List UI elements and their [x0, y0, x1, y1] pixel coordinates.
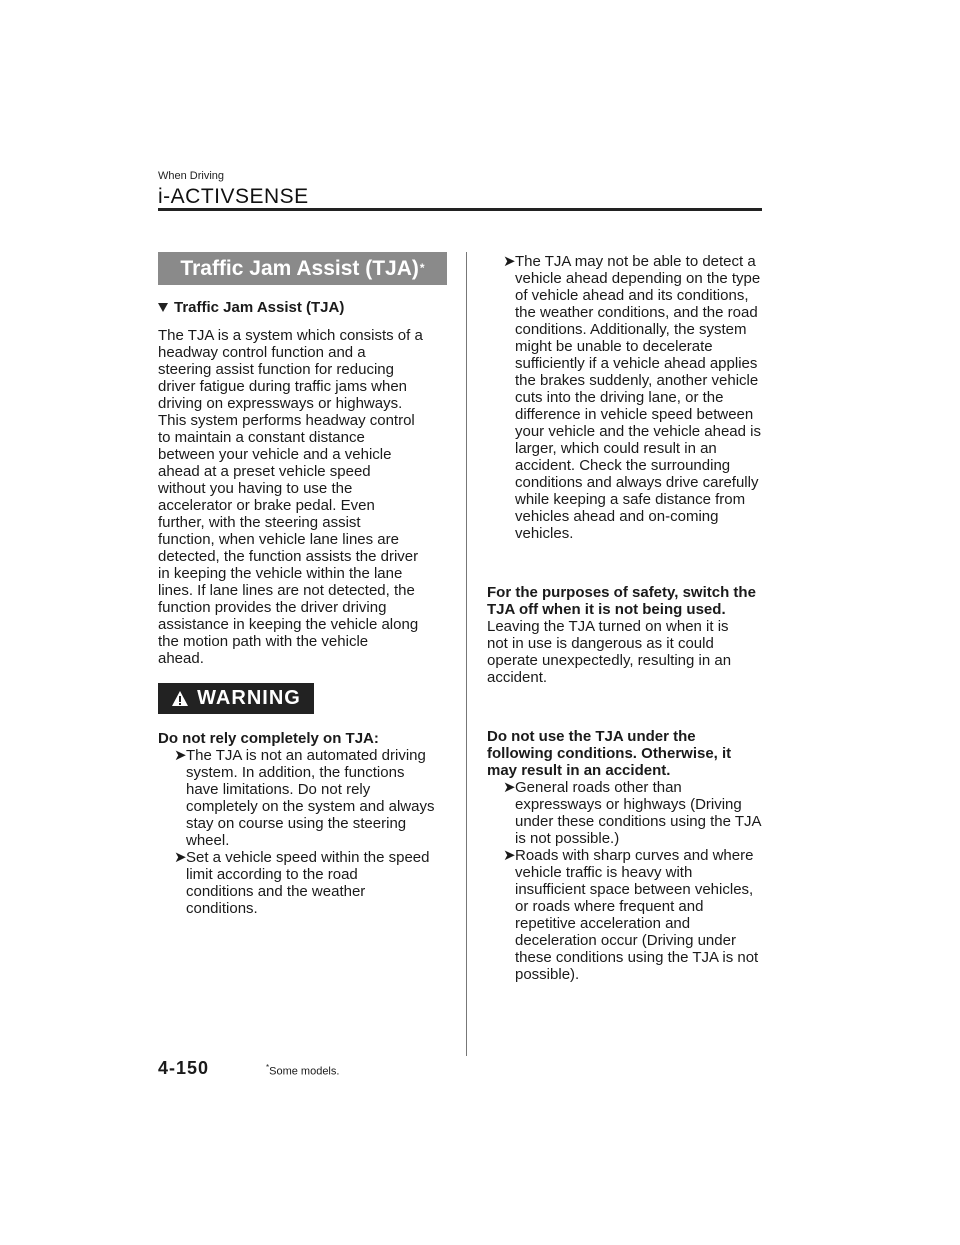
list-item-line: Roads with sharp curves and where	[515, 847, 754, 864]
list-item-line: vehicle traffic is heavy with	[515, 864, 693, 881]
right-column	[487, 253, 767, 983]
list-item-line: the brakes suddenly, another vehicle	[515, 372, 759, 389]
safety-text-line: Leaving the TJA turned on when it is	[487, 618, 729, 635]
list-item-line: wheel.	[186, 832, 230, 849]
safety-text	[487, 618, 767, 686]
safety-text-line: accident.	[487, 669, 548, 686]
header-rule	[158, 208, 762, 211]
list-item-line: or roads where frequent and	[515, 898, 704, 915]
section-title: Traffic Jam Assist (TJA)	[180, 257, 419, 280]
list-item-line: insufficient space between vehicles,	[515, 881, 754, 898]
list-item-line: sufficiently if a vehicle ahead applies	[515, 355, 758, 372]
warning-triangle-icon	[171, 690, 189, 707]
intro-line: steering assist function for reducing	[158, 361, 394, 378]
section-title-bar	[158, 252, 447, 285]
conditions-heading	[487, 728, 767, 779]
sub-heading-text: Traffic Jam Assist (TJA)	[174, 299, 345, 316]
intro-line: assistance in keeping the vehicle along	[158, 616, 419, 633]
left-column	[158, 252, 448, 917]
intro-line: function, when vehicle lane lines are	[158, 531, 399, 548]
list-item-line: conditions.	[186, 900, 258, 917]
conditions-heading-line: may result in an accident.	[487, 762, 671, 779]
footnote-marker: *	[266, 1063, 270, 1072]
intro-line: ahead.	[158, 650, 204, 667]
list-item-line: of vehicle ahead and its conditions,	[515, 287, 749, 304]
some-models-marker: *	[419, 261, 425, 275]
arrowhead-icon: ➤	[174, 849, 187, 866]
list-item-line: expressways or highways (Driving	[515, 796, 742, 813]
list-item	[158, 849, 448, 917]
list-item-line: system. In addition, the functions	[186, 764, 405, 781]
intro-line: detected, the function assists the driver	[158, 548, 419, 565]
list-item-line: accident. Check the surrounding	[515, 457, 731, 474]
sub-heading	[158, 299, 448, 316]
list-item-line: might be unable to decelerate	[515, 338, 713, 355]
list-item-line: repetitive acceleration and	[515, 915, 691, 932]
intro-line: between your vehicle and a vehicle	[158, 446, 392, 463]
safety-heading-line: TJA off when it is not being used.	[487, 601, 726, 618]
warning-heading: Do not rely completely on TJA:	[158, 730, 379, 747]
chapter-title: i-ACTIVSENSE	[158, 185, 309, 208]
list-item-line: conditions and always drive carefully	[515, 474, 759, 491]
safety-heading-line: For the purposes of safety, switch the	[487, 584, 756, 601]
list-item-line: while keeping a safe distance from	[515, 491, 746, 508]
intro-line: further, with the steering assist	[158, 514, 361, 531]
list-item-line: larger, which could result in an	[515, 440, 717, 457]
list-item-line: General roads other than	[515, 779, 682, 796]
top-bullet-list	[487, 253, 767, 542]
list-item	[158, 747, 448, 849]
list-item-line: conditions. Additionally, the system	[515, 321, 747, 338]
conditions-bullet-list	[487, 779, 767, 983]
list-item-line: difference in vehicle speed between	[515, 406, 754, 423]
list-item-line: vehicle ahead depending on the type	[515, 270, 761, 287]
list-item	[487, 779, 767, 847]
safety-heading	[487, 584, 767, 618]
intro-line: driving on expressways or highways.	[158, 395, 403, 412]
list-item-line: stay on course using the steering	[186, 815, 407, 832]
warning-label: WARNING	[197, 687, 301, 709]
list-item-line: your vehicle and the vehicle ahead is	[515, 423, 761, 440]
list-item-line: these conditions using the TJA is not	[515, 949, 759, 966]
list-item-line: have limitations. Do not rely	[186, 781, 371, 798]
page-header	[158, 170, 309, 209]
conditions-heading-line: following conditions. Otherwise, it	[487, 745, 732, 762]
intro-line: ahead at a preset vehicle speed	[158, 463, 371, 480]
intro-line: in keeping the vehicle within the lane	[158, 565, 403, 582]
list-item-line: The TJA is not an automated driving	[186, 747, 426, 764]
column-divider	[466, 252, 467, 1056]
intro-line: lines. If lane lines are not detected, the	[158, 582, 415, 599]
list-item-line: under these conditions using the TJA	[515, 813, 762, 830]
list-item-line: completely on the system and always	[186, 798, 435, 815]
list-item-line: possible).	[515, 966, 580, 983]
list-item-line: the weather conditions, and the road	[515, 304, 758, 321]
intro-line: function provides the driver driving	[158, 599, 387, 616]
list-item-line: conditions and the weather	[186, 883, 366, 900]
section-label: When Driving	[158, 170, 225, 182]
warning-banner	[158, 683, 314, 714]
safety-text-line: operate unexpectedly, resulting in an	[487, 652, 732, 669]
arrowhead-icon: ➤	[503, 253, 516, 270]
list-item-line: vehicles.	[515, 525, 574, 542]
arrowhead-icon: ➤	[174, 747, 187, 764]
intro-paragraph	[158, 327, 448, 667]
intro-line: the motion path with the vehicle	[158, 633, 369, 650]
arrowhead-icon: ➤	[503, 779, 516, 796]
intro-line: driver fatigue during traffic jams when	[158, 378, 408, 395]
list-item	[487, 253, 767, 542]
intro-line: This system performs headway control	[158, 412, 415, 429]
footnote	[266, 1063, 339, 1078]
down-triangle-icon	[158, 303, 168, 312]
list-item-line: limit according to the road	[186, 866, 358, 883]
intro-line: without you having to use the	[158, 480, 353, 497]
footnote-text: Some models.	[269, 1065, 340, 1078]
list-item-line: vehicles ahead and on-coming	[515, 508, 719, 525]
list-item-line: deceleration occur (Driving under	[515, 932, 736, 949]
list-item-line: Set a vehicle speed within the speed	[186, 849, 430, 866]
intro-line: The TJA is a system which consists of a	[158, 327, 423, 344]
page-number: 4-150	[158, 1058, 210, 1078]
list-item-line: is not possible.)	[515, 830, 620, 847]
intro-line: accelerator or brake pedal. Even	[158, 497, 375, 514]
intro-line: headway control function and a	[158, 344, 366, 361]
list-item-line: The TJA may not be able to detect a	[515, 253, 756, 270]
conditions-heading-line: Do not use the TJA under the	[487, 728, 696, 745]
intro-line: to maintain a constant distance	[158, 429, 365, 446]
arrowhead-icon: ➤	[503, 847, 516, 864]
list-item-line: cuts into the driving lane, or the	[515, 389, 724, 406]
warning-bullet-list	[158, 747, 448, 917]
list-item	[487, 847, 767, 983]
safety-text-line: not in use is dangerous as it could	[487, 635, 714, 652]
